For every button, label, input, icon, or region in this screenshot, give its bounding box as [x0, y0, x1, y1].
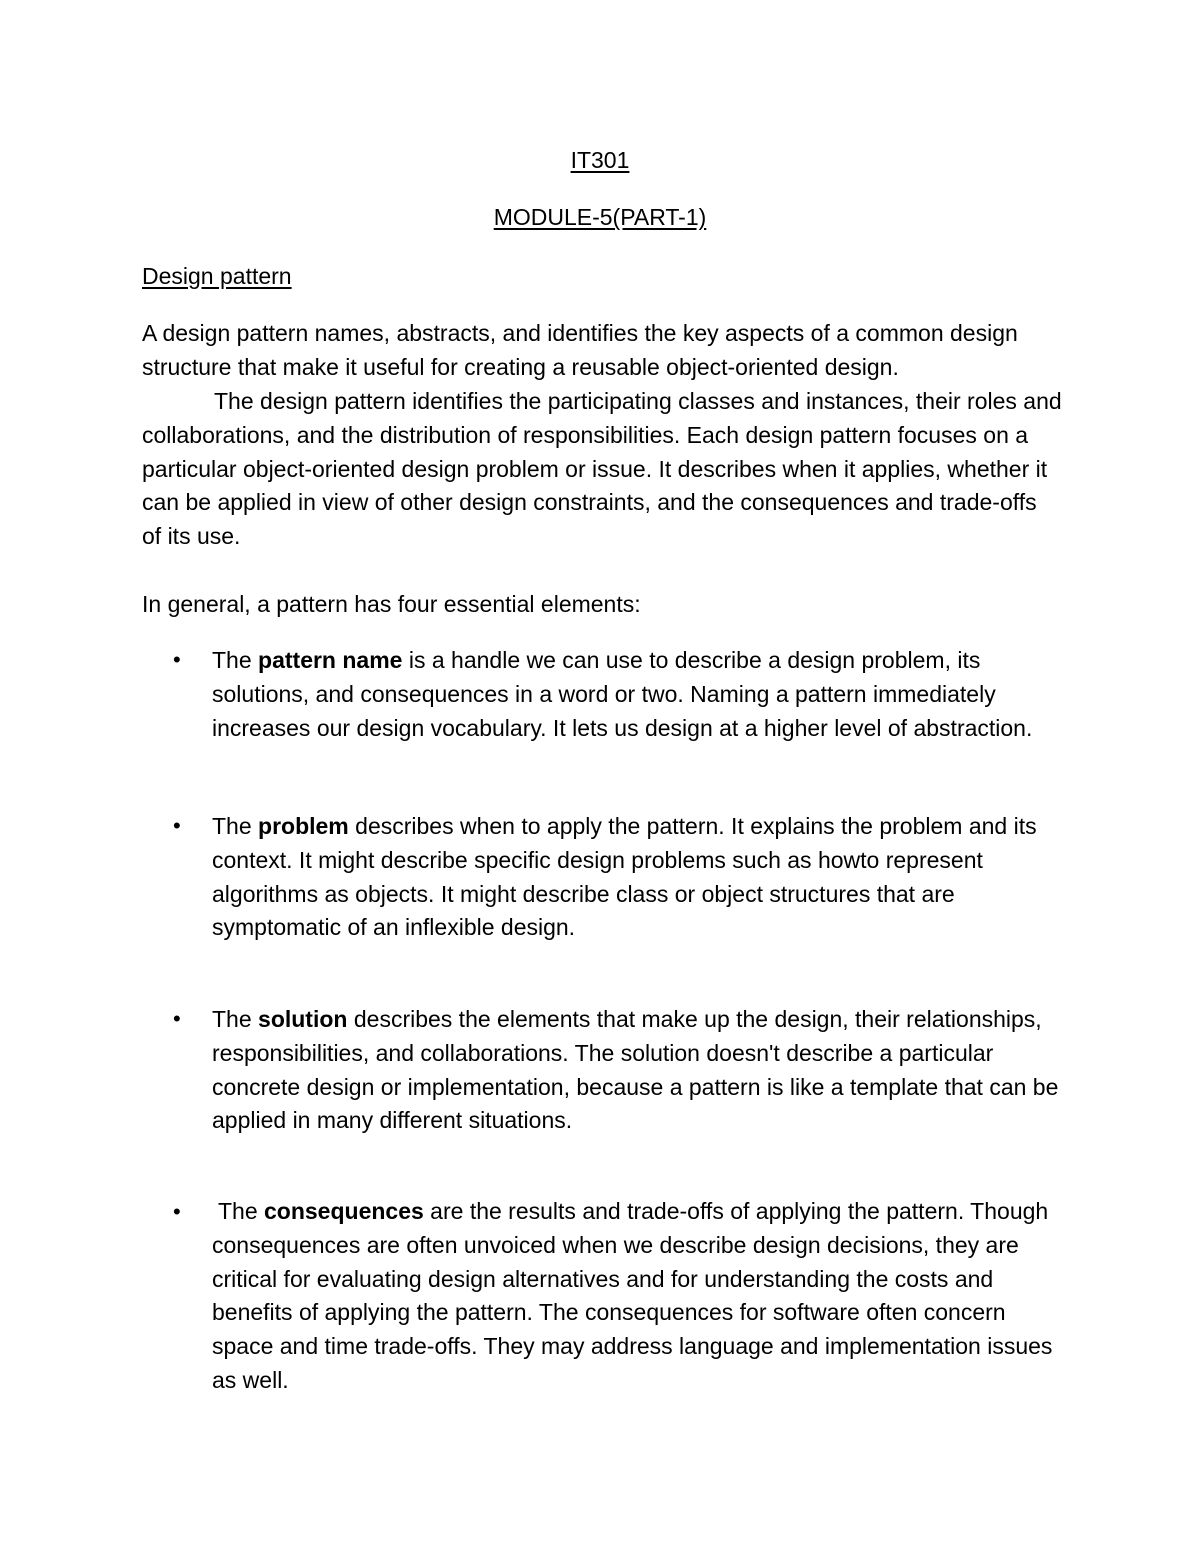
module-title: MODULE-5(PART-1): [493, 204, 707, 230]
element-description: describes the elements that make up the design, their relationships, responsibilities, and collaborations. The solution doesn't describe a particular concrete design or implementation, because a pattern is like a template that can be applied in many different situations.: [212, 1006, 1059, 1134]
bullet-icon: •: [173, 1006, 181, 1031]
element-description: is a handle we can use to describe a design problem, its solutions, and consequences in a word or two. Naming a pattern immediately increases our design vocabulary. It lets us design at a higher level of abstraction.: [212, 647, 1033, 741]
element-problem: [212, 810, 1062, 945]
element-term: consequences: [264, 1198, 424, 1224]
course-code: IT301: [570, 147, 630, 173]
element-description: describes when to apply the pattern. It explains the problem and its context. It might describe specific design problems such as howto represent algorithms as objects. It might describe class or object structures that are symptomatic of an inflexible design.: [212, 813, 1037, 941]
element-lead: The: [212, 647, 259, 673]
element-term: pattern name: [258, 647, 403, 673]
element-lead: The: [212, 1006, 259, 1032]
element-lead: The: [212, 1198, 264, 1224]
element-solution: [212, 1003, 1062, 1138]
elements-intro: In general, a pattern has four essential elements:: [142, 591, 641, 617]
definition-paragraph: A design pattern names, abstracts, and identifies the key aspects of a common design structure that make it useful for creating a reusable object-oriented design.: [142, 320, 1018, 380]
element-consequences: [212, 1195, 1062, 1398]
element-term: problem: [258, 813, 349, 839]
bullet-icon: •: [173, 647, 181, 672]
element-lead: The: [212, 813, 259, 839]
section-heading: Design pattern: [142, 263, 292, 289]
element-pattern-name: [212, 644, 1062, 745]
element-description: are the results and trade-offs of applying the pattern. Though consequences are often unvoiced when we describe design decisions, they are critical for evaluating design alternatives and for understanding the costs and benefits of applying the pattern. The consequences for software often concern space and time trade-offs. They may address language and implementation issues as well.: [212, 1198, 1053, 1393]
element-term: solution: [258, 1006, 348, 1032]
description-paragraph: The design pattern identifies the participating classes and instances, their roles and collaborations, and the distribution of responsibilities. Each design pattern focuses on a particular object-oriented design problem or issue. It describes when it applies, whether it can be applied in view of other design constraints, and the consequences and trade-offs of its use.: [142, 388, 1062, 550]
bullet-icon: •: [173, 1199, 181, 1224]
bullet-icon: •: [173, 813, 181, 838]
